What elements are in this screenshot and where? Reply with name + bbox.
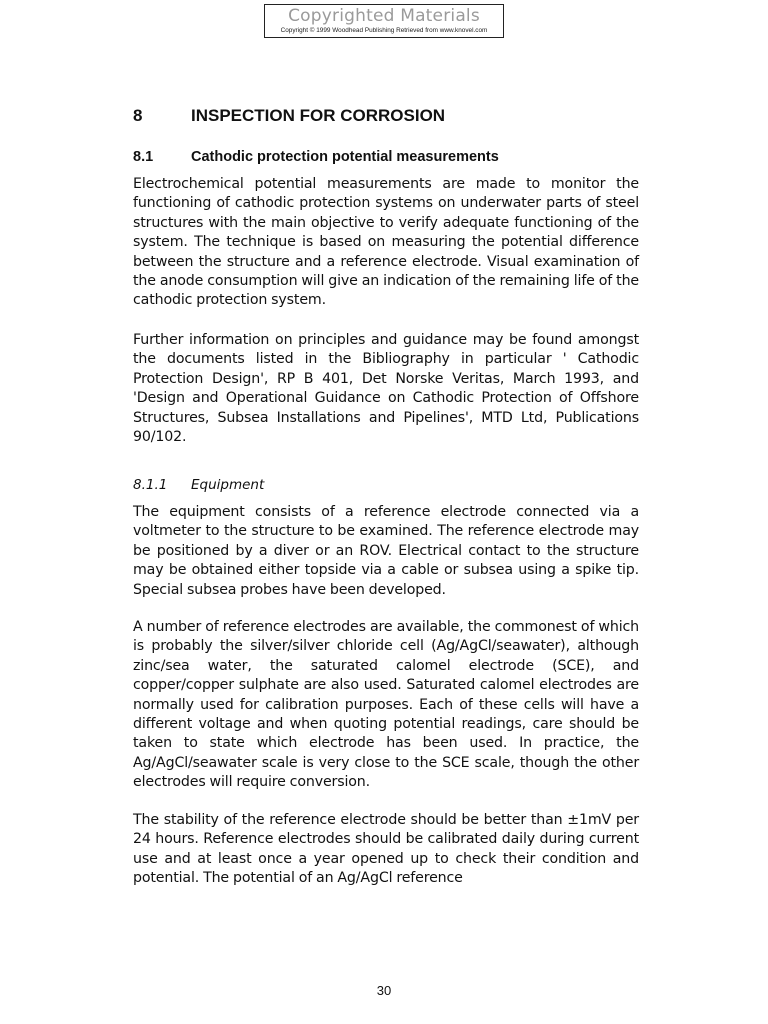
section-number: 8.1 — [133, 149, 154, 165]
paragraph-3: The equipment consists of a reference electrode connected via a voltmeter to the structure to be examined. The reference electrode may be positioned by a diver or an ROV. Electrical contact to the structure may be obtained either topside via a cable or subsea using a spike tip. Special subsea probes have been developed. — [133, 504, 639, 598]
copyright-stamp — [264, 4, 504, 38]
paragraph-4: A number of reference electrodes are available, the commonest of which is probably the silver/silver chloride cell (Ag/AgCl/seawater), although zinc/sea water, the saturated calomel electrode (SCE), and copper/copper sulphate are also used. Saturated calomel electrodes are normally used for calibration purposes. Each of these cells will have a different voltage and when quoting potential readings, care should be taken to state which electrode has been used. In practice, the Ag/AgCl/seawater scale is very close to the SCE scale, though the other electrodes will require conversion. — [133, 619, 639, 791]
section-title: Cathodic protection potential measurements — [191, 149, 499, 165]
chapter-number: 8 — [133, 106, 143, 125]
paragraph-1: Electrochemical potential measurements are made to monitor the functioning of cathodic protection systems on underwater parts of steel structures with the main objective to verify adequate functioning of the system. The technique is based on measuring the potential difference between the structure and a reference electrode. Visual examination of the anode consumption will give an indication of the remaining life of the cathodic protection system. — [133, 176, 639, 309]
stamp-copyright-line: Copyright © 1999 Woodhead Publishing Retrieved from www.knovel.com — [280, 27, 488, 34]
stamp-title: Copyrighted Materials — [288, 6, 480, 26]
paragraph-5: The stability of the reference electrode should be better than ±1mV per 24 hours. Reference electrodes should be calibrated daily during current use and at least once a year opened up to check their condition and potential. The potential of an Ag/AgCl reference — [133, 812, 639, 887]
section-heading — [133, 149, 499, 165]
page-number: 30 — [376, 983, 392, 998]
chapter-title: INSPECTION FOR CORROSION — [191, 106, 446, 125]
paragraph-2: Further information on principles and guidance may be found amongst the documents listed in the Bibliography in particular ' Cathodic Protection Design', RP B 401, Det Norske Veritas, March 1993, and 'Design and Operational Guidance on Cathodic Protection of Offshore Structures, Subsea Installations and Pipelines', MTD Ltd, Publications 90/102. — [133, 332, 639, 446]
subsection-heading — [133, 477, 264, 493]
subsection-title: Equipment — [191, 477, 265, 493]
chapter-heading — [133, 106, 445, 126]
subsection-number: 8.1.1 — [133, 477, 168, 493]
